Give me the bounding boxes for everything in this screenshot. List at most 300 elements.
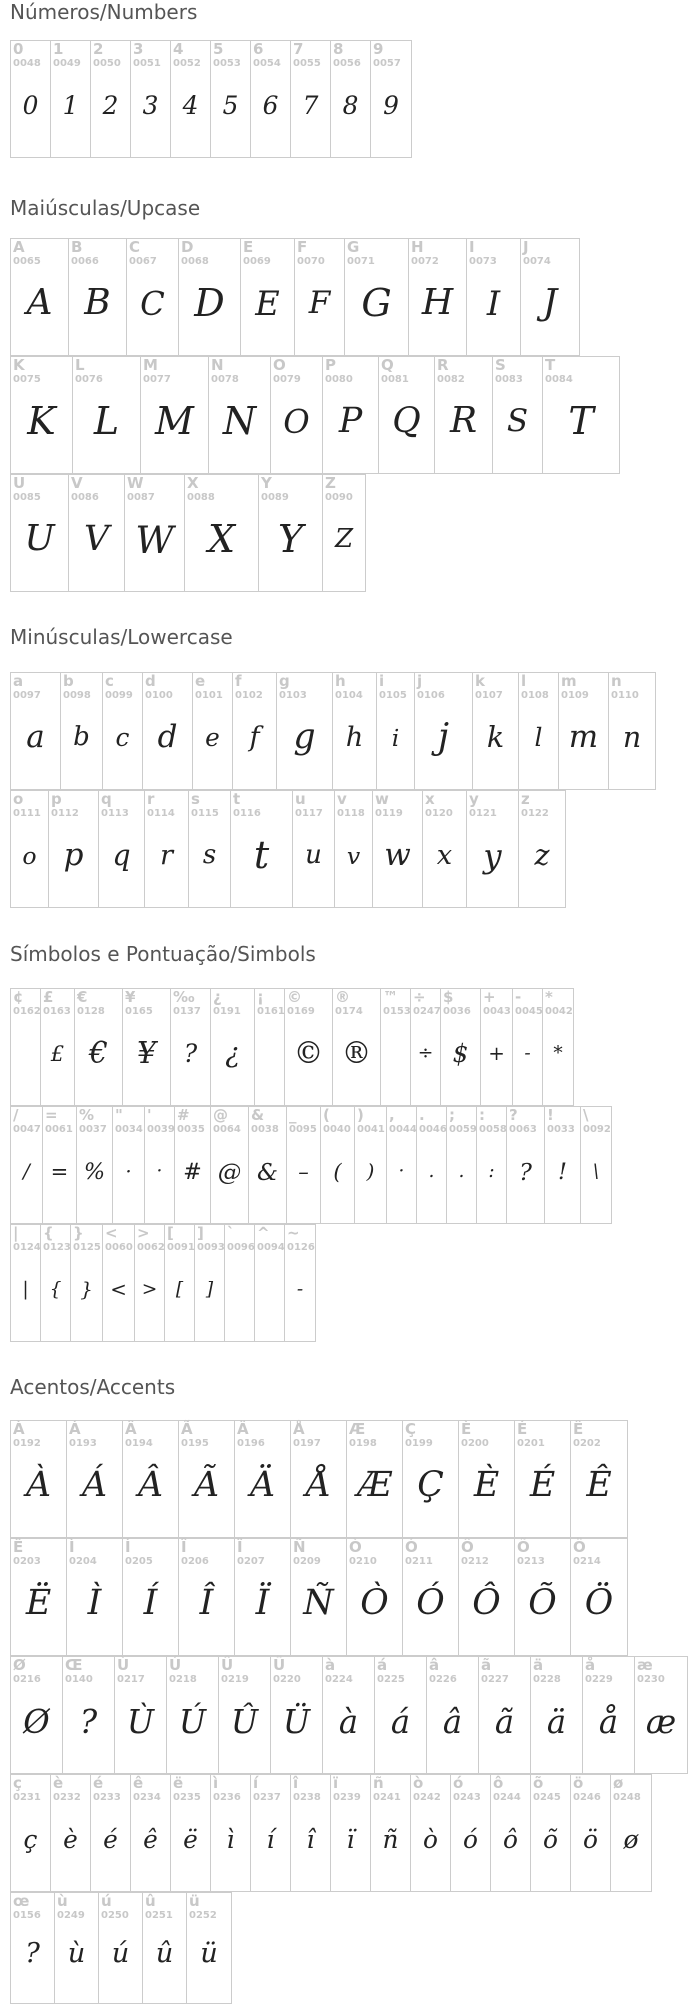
glyph-cell bbox=[135, 1225, 165, 1341]
glyph-cell bbox=[333, 989, 381, 1105]
glyph-sample: 5 bbox=[222, 91, 239, 121]
glyph-cell bbox=[387, 1107, 417, 1223]
glyph-cell bbox=[103, 673, 143, 789]
glyph-character: G bbox=[347, 238, 360, 256]
glyph-character: Ó bbox=[405, 1538, 418, 1556]
glyph-sample: > bbox=[141, 1278, 158, 1300]
glyph-cell bbox=[69, 239, 127, 355]
glyph-row bbox=[10, 1420, 628, 1538]
glyph-code: 0083 bbox=[495, 374, 523, 385]
section-title: Minúsculas/Lowercase bbox=[10, 625, 233, 649]
glyph-cell bbox=[543, 989, 573, 1105]
glyph-code: 0153 bbox=[383, 1006, 411, 1017]
glyph-character: Í bbox=[125, 1538, 131, 1556]
glyph-sample: € bbox=[89, 1036, 108, 1072]
glyph-cell bbox=[11, 357, 73, 473]
glyph-cell bbox=[519, 673, 559, 789]
glyph-character: K bbox=[13, 356, 25, 374]
glyph-cell bbox=[123, 989, 171, 1105]
glyph-character: 8 bbox=[333, 40, 344, 58]
glyph-character: A bbox=[13, 238, 25, 256]
glyph-code: 0071 bbox=[347, 256, 375, 267]
glyph-sample: - bbox=[524, 1042, 531, 1064]
glyph-sample: õ bbox=[543, 1825, 558, 1855]
glyph-character: á bbox=[377, 1656, 388, 1674]
glyph-sample: Y bbox=[277, 517, 304, 562]
glyph-code: 0054 bbox=[253, 58, 281, 69]
glyph-character: { bbox=[43, 1224, 54, 1242]
glyph-character: î bbox=[293, 1774, 299, 1792]
glyph-character: $ bbox=[443, 988, 454, 1006]
glyph-code: 0137 bbox=[173, 1006, 201, 1017]
glyph-code: 0243 bbox=[453, 1792, 481, 1803]
glyph-sample: @ bbox=[217, 1157, 242, 1186]
glyph-character: ê bbox=[133, 1774, 144, 1792]
glyph-sample: r bbox=[159, 839, 174, 871]
glyph-code: 0163 bbox=[43, 1006, 71, 1017]
glyph-code: 0073 bbox=[469, 256, 497, 267]
glyph-character: É bbox=[517, 1420, 528, 1438]
glyph-character: Ä bbox=[237, 1420, 249, 1438]
glyph-sample: é bbox=[103, 1825, 118, 1855]
glyph-character: k bbox=[475, 672, 485, 690]
glyph-cell bbox=[271, 1657, 323, 1773]
glyph-sample: d bbox=[157, 719, 178, 756]
glyph-cell bbox=[51, 1775, 91, 1891]
glyph-cell bbox=[75, 989, 123, 1105]
glyph-sample: $ bbox=[452, 1039, 469, 1069]
glyph-sample: % bbox=[83, 1158, 106, 1185]
glyph-character: 2 bbox=[93, 40, 104, 58]
glyph-sample: 8 bbox=[342, 91, 359, 121]
glyph-character: ÷ bbox=[413, 988, 426, 1006]
glyph-character: ã bbox=[481, 1656, 492, 1674]
glyph-character: j bbox=[417, 672, 423, 690]
glyph-code: 0096 bbox=[227, 1242, 255, 1253]
glyph-code: 0228 bbox=[533, 1674, 561, 1685]
glyph-row bbox=[10, 238, 580, 356]
glyph-character: ? bbox=[509, 1106, 518, 1124]
glyph-sample: Ô bbox=[472, 1583, 501, 1624]
glyph-sample: . bbox=[428, 1160, 435, 1182]
glyph-sample: g bbox=[293, 717, 316, 758]
glyph-character: X bbox=[187, 474, 199, 492]
glyph-cell bbox=[331, 41, 371, 157]
glyph-sample: æ bbox=[645, 1702, 677, 1741]
glyph-code: 0110 bbox=[611, 690, 639, 701]
glyph-character: Õ bbox=[517, 1538, 530, 1556]
glyph-cell bbox=[61, 673, 103, 789]
glyph-row bbox=[10, 356, 620, 474]
glyph-code: 0230 bbox=[637, 1674, 665, 1685]
glyph-character: x bbox=[425, 790, 435, 808]
glyph-character: J bbox=[523, 238, 529, 256]
glyph-sample: U bbox=[24, 518, 55, 560]
glyph-sample: x bbox=[436, 839, 453, 871]
glyph-character: ¥ bbox=[125, 988, 136, 1006]
glyph-sample: â bbox=[442, 1702, 463, 1741]
glyph-sample: n bbox=[622, 720, 642, 754]
glyph-sample: G bbox=[361, 281, 392, 326]
glyph-cell bbox=[409, 239, 467, 355]
glyph-cell bbox=[477, 1107, 507, 1223]
glyph-character: W bbox=[127, 474, 144, 492]
glyph-character: ‰ bbox=[173, 988, 195, 1006]
glyph-sample: Z bbox=[334, 524, 354, 555]
glyph-cell bbox=[403, 1539, 459, 1655]
glyph-cell bbox=[91, 41, 131, 157]
glyph-character: Å bbox=[293, 1420, 305, 1438]
glyph-character: y bbox=[469, 790, 479, 808]
glyph-character: Ú bbox=[169, 1656, 182, 1674]
glyph-cell bbox=[515, 1539, 571, 1655]
glyph-character: * bbox=[545, 988, 553, 1006]
glyph-code: 0051 bbox=[133, 58, 161, 69]
glyph-code: 0206 bbox=[181, 1556, 209, 1567]
glyph-code: 0238 bbox=[293, 1792, 321, 1803]
glyph-code: 0086 bbox=[71, 492, 99, 503]
glyph-code: 0104 bbox=[335, 690, 363, 701]
glyph-code: 0038 bbox=[251, 1124, 279, 1135]
glyph-character: , bbox=[389, 1106, 395, 1124]
glyph-character: f bbox=[235, 672, 242, 690]
glyph-code: 0078 bbox=[211, 374, 239, 385]
glyph-sample: Ø bbox=[23, 1702, 50, 1741]
glyph-cell bbox=[113, 1107, 145, 1223]
glyph-sample: Ü bbox=[282, 1702, 311, 1741]
glyph-cell bbox=[255, 1225, 285, 1341]
glyph-sample: Ó bbox=[416, 1583, 445, 1624]
glyph-code: 0108 bbox=[521, 690, 549, 701]
glyph-character: n bbox=[611, 672, 622, 690]
glyph-code: 0232 bbox=[53, 1792, 81, 1803]
glyph-sample: Å bbox=[305, 1465, 332, 1506]
glyph-character: ® bbox=[335, 988, 350, 1006]
glyph-sample: – bbox=[298, 1159, 309, 1185]
glyph-character: ü bbox=[189, 1892, 200, 1910]
glyph-character: æ bbox=[637, 1656, 653, 1674]
glyph-code: 0074 bbox=[523, 256, 551, 267]
glyph-cell bbox=[611, 1775, 651, 1891]
glyph-sample: É bbox=[529, 1465, 556, 1506]
glyph-code: 0235 bbox=[173, 1792, 201, 1803]
glyph-character: i bbox=[379, 672, 385, 690]
glyph-sample: ò bbox=[423, 1825, 438, 1855]
glyph-code: 0251 bbox=[145, 1910, 173, 1921]
glyph-code: 0201 bbox=[517, 1438, 545, 1449]
glyph-sample: Ã bbox=[193, 1465, 220, 1506]
glyph-code: 0037 bbox=[79, 1124, 107, 1135]
glyph-character: € bbox=[77, 988, 88, 1006]
glyph-cell bbox=[335, 791, 373, 907]
glyph-code: 0156 bbox=[13, 1910, 41, 1921]
glyph-code: 0118 bbox=[337, 808, 365, 819]
glyph-cell bbox=[571, 1421, 627, 1537]
glyph-sample: · bbox=[125, 1159, 132, 1183]
glyph-cell bbox=[459, 1539, 515, 1655]
glyph-code: 0119 bbox=[375, 808, 403, 819]
glyph-character: Ø bbox=[13, 1656, 26, 1674]
glyph-cell bbox=[293, 791, 335, 907]
glyph-character: - bbox=[515, 988, 522, 1006]
glyph-character: Y bbox=[261, 474, 272, 492]
glyph-sample: X bbox=[207, 517, 236, 562]
glyph-sample: Ì bbox=[87, 1583, 102, 1624]
glyph-character: ç bbox=[13, 1774, 22, 1792]
glyph-code: 0040 bbox=[323, 1124, 351, 1135]
glyph-code: 0112 bbox=[51, 808, 79, 819]
glyph-code: 0061 bbox=[45, 1124, 73, 1135]
glyph-sample: : bbox=[488, 1160, 495, 1182]
glyph-sample: ] bbox=[205, 1278, 214, 1300]
glyph-code: 0216 bbox=[13, 1674, 41, 1685]
glyph-cell bbox=[249, 1107, 287, 1223]
glyph-sample: ? bbox=[79, 1702, 98, 1741]
glyph-sample: Ë bbox=[25, 1583, 52, 1624]
glyph-sample: È bbox=[473, 1465, 500, 1506]
glyph-character: Ï bbox=[237, 1538, 243, 1556]
glyph-character: ¢ bbox=[13, 988, 24, 1006]
glyph-cell bbox=[167, 1657, 219, 1773]
glyph-character: N bbox=[211, 356, 224, 374]
glyph-cell bbox=[285, 1225, 315, 1341]
glyph-sample: Ï bbox=[255, 1583, 270, 1624]
glyph-cell bbox=[467, 239, 521, 355]
glyph-sample: Í bbox=[143, 1583, 158, 1624]
glyph-cell bbox=[373, 791, 423, 907]
glyph-code: 0052 bbox=[173, 58, 201, 69]
glyph-cell bbox=[43, 1107, 77, 1223]
glyph-code: 0169 bbox=[287, 1006, 315, 1017]
glyph-code: 0098 bbox=[63, 690, 91, 701]
glyph-sample: p bbox=[63, 837, 84, 874]
glyph-code: 0236 bbox=[213, 1792, 241, 1803]
glyph-code: 0199 bbox=[405, 1438, 433, 1449]
glyph-sample: ô bbox=[503, 1825, 518, 1855]
glyph-cell bbox=[187, 1893, 231, 2003]
glyph-character: [ bbox=[167, 1224, 174, 1242]
glyph-cell bbox=[123, 1539, 179, 1655]
section-title: Símbolos e Pontuação/Simbols bbox=[10, 942, 316, 966]
glyph-character: Æ bbox=[349, 1420, 366, 1438]
glyph-character: + bbox=[483, 988, 496, 1006]
glyph-sample: à bbox=[338, 1702, 359, 1741]
glyph-code: 0249 bbox=[57, 1910, 85, 1921]
glyph-character: Ì bbox=[69, 1538, 75, 1556]
glyph-cell bbox=[71, 1225, 103, 1341]
glyph-cell bbox=[609, 673, 655, 789]
glyph-sample: 3 bbox=[142, 91, 159, 121]
glyph-character: b bbox=[63, 672, 74, 690]
glyph-cell bbox=[41, 989, 75, 1105]
glyph-code: 0034 bbox=[115, 1124, 143, 1135]
glyph-code: 0062 bbox=[137, 1242, 165, 1253]
glyph-code: 0248 bbox=[613, 1792, 641, 1803]
glyph-character: h bbox=[335, 672, 346, 690]
glyph-cell bbox=[251, 41, 291, 157]
glyph-cell bbox=[11, 1539, 67, 1655]
section-title: Números/Numbers bbox=[10, 0, 198, 24]
glyph-sample: m bbox=[568, 719, 599, 756]
glyph-cell bbox=[347, 1539, 403, 1655]
glyph-code: 0202 bbox=[573, 1438, 601, 1449]
glyph-cell bbox=[225, 1225, 255, 1341]
glyph-code: 0088 bbox=[187, 492, 215, 503]
glyph-code: 0053 bbox=[213, 58, 241, 69]
glyph-character: à bbox=[325, 1656, 336, 1674]
glyph-cell bbox=[635, 1657, 687, 1773]
glyph-character: ë bbox=[173, 1774, 184, 1792]
glyph-sample: ñ bbox=[382, 1825, 399, 1855]
glyph-cell bbox=[63, 1657, 115, 1773]
glyph-character: L bbox=[75, 356, 85, 374]
glyph-cell bbox=[171, 41, 211, 157]
glyph-cell bbox=[531, 1657, 583, 1773]
glyph-character: Ô bbox=[461, 1538, 474, 1556]
glyph-character: g bbox=[279, 672, 290, 690]
glyph-code: 0100 bbox=[145, 690, 173, 701]
glyph-cell bbox=[559, 673, 609, 789]
glyph-cell bbox=[131, 41, 171, 157]
glyph-sample: W bbox=[135, 517, 174, 562]
glyph-cell bbox=[427, 1657, 479, 1773]
glyph-cell bbox=[73, 357, 141, 473]
glyph-code: 0231 bbox=[13, 1792, 41, 1803]
glyph-sample: + bbox=[488, 1041, 505, 1065]
glyph-cell bbox=[251, 1775, 291, 1891]
glyph-code: 0044 bbox=[389, 1124, 417, 1135]
glyph-cell bbox=[377, 673, 415, 789]
glyph-cell bbox=[235, 1421, 291, 1537]
glyph-code: 0229 bbox=[585, 1674, 613, 1685]
glyph-cell bbox=[209, 357, 271, 473]
glyph-sample: b bbox=[73, 722, 90, 753]
glyph-cell bbox=[295, 239, 345, 355]
glyph-sample: Î bbox=[199, 1583, 214, 1624]
glyph-cell bbox=[291, 1421, 347, 1537]
glyph-code: 0247 bbox=[413, 1006, 441, 1017]
glyph-sample: f bbox=[249, 721, 260, 753]
glyph-sample: © bbox=[293, 1036, 324, 1072]
glyph-sample: N bbox=[222, 399, 257, 444]
glyph-code: 0242 bbox=[413, 1792, 441, 1803]
glyph-code: 0217 bbox=[117, 1674, 145, 1685]
glyph-code: 0069 bbox=[243, 256, 271, 267]
glyph-code: 0128 bbox=[77, 1006, 105, 1017]
glyph-code: 0233 bbox=[93, 1792, 121, 1803]
glyph-code: 0226 bbox=[429, 1674, 457, 1685]
glyph-code: 0114 bbox=[147, 808, 175, 819]
glyph-sample: ì bbox=[226, 1825, 235, 1855]
glyph-sample: Ò bbox=[360, 1583, 389, 1624]
glyph-code: 0165 bbox=[125, 1006, 153, 1017]
glyph-character: û bbox=[145, 1892, 156, 1910]
glyph-code: 0239 bbox=[333, 1792, 361, 1803]
glyph-row bbox=[10, 988, 574, 1106]
glyph-cell bbox=[333, 673, 377, 789]
glyph-code: 0087 bbox=[127, 492, 155, 503]
glyph-character: z bbox=[521, 790, 530, 808]
glyph-sample: J bbox=[542, 282, 558, 324]
glyph-sample: ? bbox=[183, 1039, 198, 1069]
glyph-sample: O bbox=[283, 402, 310, 441]
glyph-sample: ø bbox=[623, 1825, 639, 1855]
glyph-code: 0077 bbox=[143, 374, 171, 385]
glyph-code: 0055 bbox=[293, 58, 321, 69]
glyph-character: å bbox=[585, 1656, 596, 1674]
glyph-cell bbox=[291, 1775, 331, 1891]
glyph-code: 0036 bbox=[443, 1006, 471, 1017]
glyph-sample: è bbox=[63, 1825, 78, 1855]
glyph-character: V bbox=[71, 474, 83, 492]
glyph-character: Ö bbox=[573, 1538, 586, 1556]
glyph-character: Z bbox=[325, 474, 336, 492]
glyph-code: 0035 bbox=[177, 1124, 205, 1135]
glyph-code: 0107 bbox=[475, 690, 503, 701]
glyph-sample: á bbox=[390, 1702, 411, 1741]
glyph-row bbox=[10, 1538, 628, 1656]
glyph-row bbox=[10, 474, 366, 592]
glyph-sample: t bbox=[253, 833, 270, 878]
glyph-cell bbox=[189, 791, 231, 907]
glyph-sample: · bbox=[398, 1160, 405, 1182]
glyph-sample: 7 bbox=[302, 91, 319, 121]
glyph-character: í bbox=[253, 1774, 259, 1792]
glyph-character: ä bbox=[533, 1656, 544, 1674]
glyph-cell bbox=[171, 1775, 211, 1891]
glyph-cell bbox=[103, 1225, 135, 1341]
glyph-code: 0214 bbox=[573, 1556, 601, 1567]
glyph-code: 0227 bbox=[481, 1674, 509, 1685]
glyph-character: ó bbox=[453, 1774, 464, 1792]
glyph-sample: k bbox=[486, 720, 505, 754]
glyph-sample: < bbox=[110, 1277, 127, 1301]
glyph-code: 0058 bbox=[479, 1124, 507, 1135]
glyph-cell bbox=[11, 989, 41, 1105]
glyph-code: 0220 bbox=[273, 1674, 301, 1685]
glyph-cell bbox=[193, 673, 233, 789]
glyph-character: Ñ bbox=[293, 1538, 306, 1556]
glyph-row bbox=[10, 1774, 652, 1892]
glyph-sample: Q bbox=[392, 401, 421, 442]
glyph-character: ™ bbox=[383, 988, 398, 1006]
glyph-sample: Ê bbox=[586, 1465, 612, 1506]
glyph-cell bbox=[271, 357, 323, 473]
glyph-cell bbox=[381, 989, 411, 1105]
glyph-code: 0174 bbox=[335, 1006, 363, 1017]
glyph-cell bbox=[49, 791, 99, 907]
glyph-cell bbox=[11, 1775, 51, 1891]
glyph-character: @ bbox=[213, 1106, 228, 1124]
glyph-character: 6 bbox=[253, 40, 264, 58]
glyph-character: a bbox=[13, 672, 24, 690]
glyph-code: 0211 bbox=[405, 1556, 433, 1567]
glyph-sample: h bbox=[345, 721, 364, 753]
glyph-sample: ÷ bbox=[417, 1042, 434, 1064]
glyph-code: 0092 bbox=[583, 1124, 611, 1135]
glyph-character: = bbox=[45, 1106, 58, 1124]
glyph-sample: ¥ bbox=[137, 1036, 156, 1072]
glyph-code: 0065 bbox=[13, 256, 41, 267]
glyph-cell bbox=[571, 1775, 611, 1891]
glyph-character: ¡ bbox=[257, 988, 264, 1006]
glyph-code: 0204 bbox=[69, 1556, 97, 1567]
glyph-code: 0209 bbox=[293, 1556, 321, 1567]
glyph-sample: ã bbox=[494, 1702, 515, 1741]
glyph-sample: Á bbox=[81, 1465, 108, 1506]
glyph-sample: ë bbox=[183, 1825, 198, 1855]
glyph-code: 0082 bbox=[437, 374, 465, 385]
